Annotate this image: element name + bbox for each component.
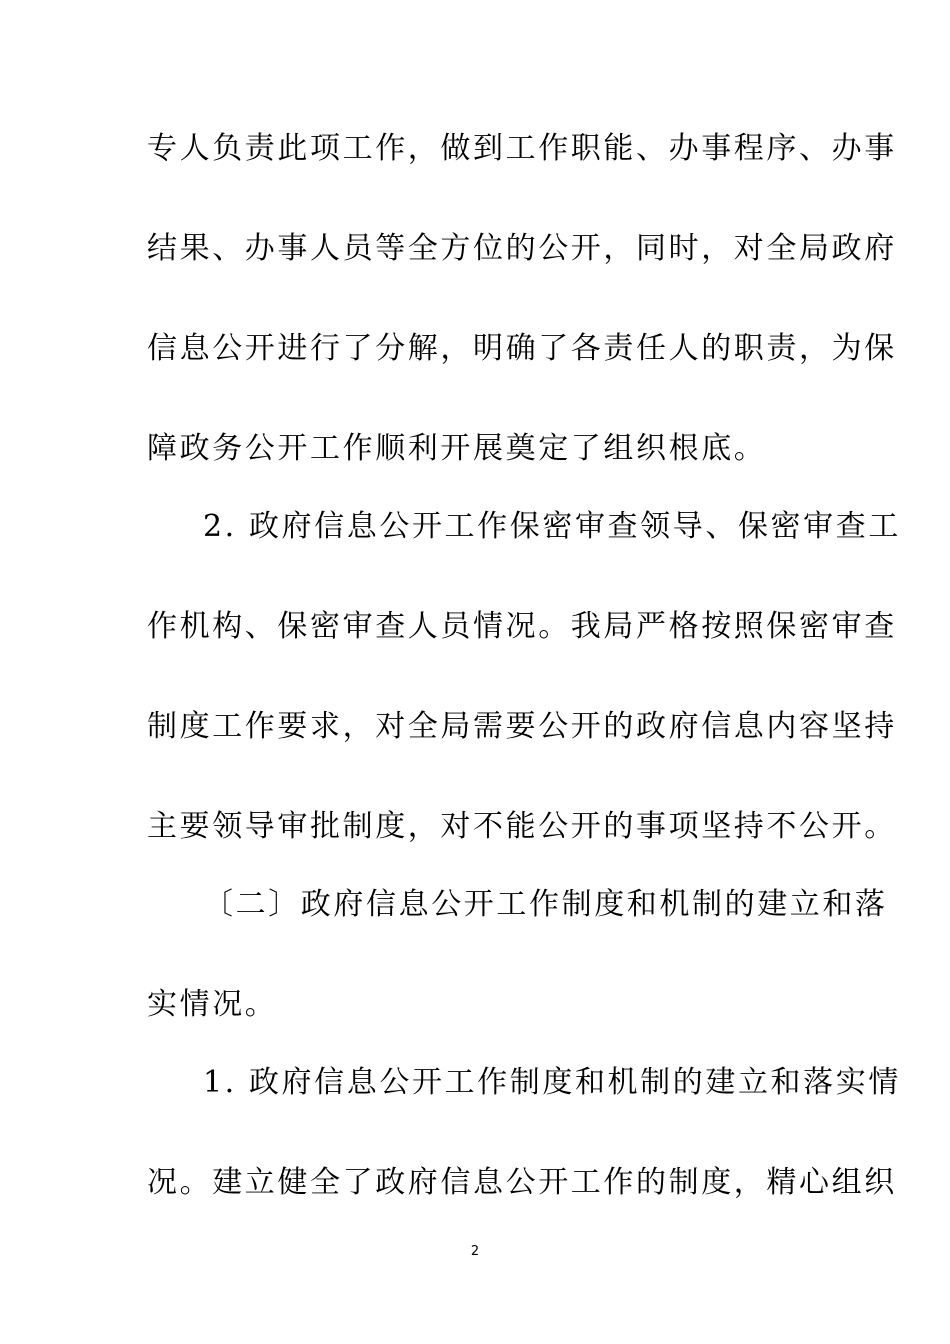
body-text-line: 制度工作要求，对全局需要公开的政府信息内容坚持 [147, 709, 897, 744]
body-text-line: 结果、办事人员等全方位的公开，同时，对全局政府 [147, 231, 897, 266]
body-text-line: 主要领导审批制度，对不能公开的事项坚持不公开。 [147, 809, 897, 844]
page-number: 2 [470, 1244, 480, 1259]
body-text-line: 信息公开进行了分解，明确了各责任人的职责，为保 [147, 331, 897, 366]
section-heading-line: 〔二〕政府信息公开工作制度和机制的建立和落 [203, 887, 888, 922]
section-heading-line: 实情况。 [147, 987, 278, 1022]
paragraph-first-line: 2. 政府信息公开工作保密审查领导、保密审查工 [203, 509, 901, 544]
body-text-line: 障政务公开工作顺利开展奠定了组织根底。 [147, 431, 767, 466]
body-text-line: 作机构、保密审查人员情况。我局严格按照保密审查 [147, 609, 897, 644]
body-text-line: 专人负责此项工作，做到工作职能、办事程序、办事 [147, 131, 897, 166]
paragraph-first-line: 1. 政府信息公开工作制度和机制的建立和落实情 [203, 1065, 901, 1100]
body-text-line: 况。建立健全了政府信息公开工作的制度，精心组织 [147, 1165, 897, 1200]
